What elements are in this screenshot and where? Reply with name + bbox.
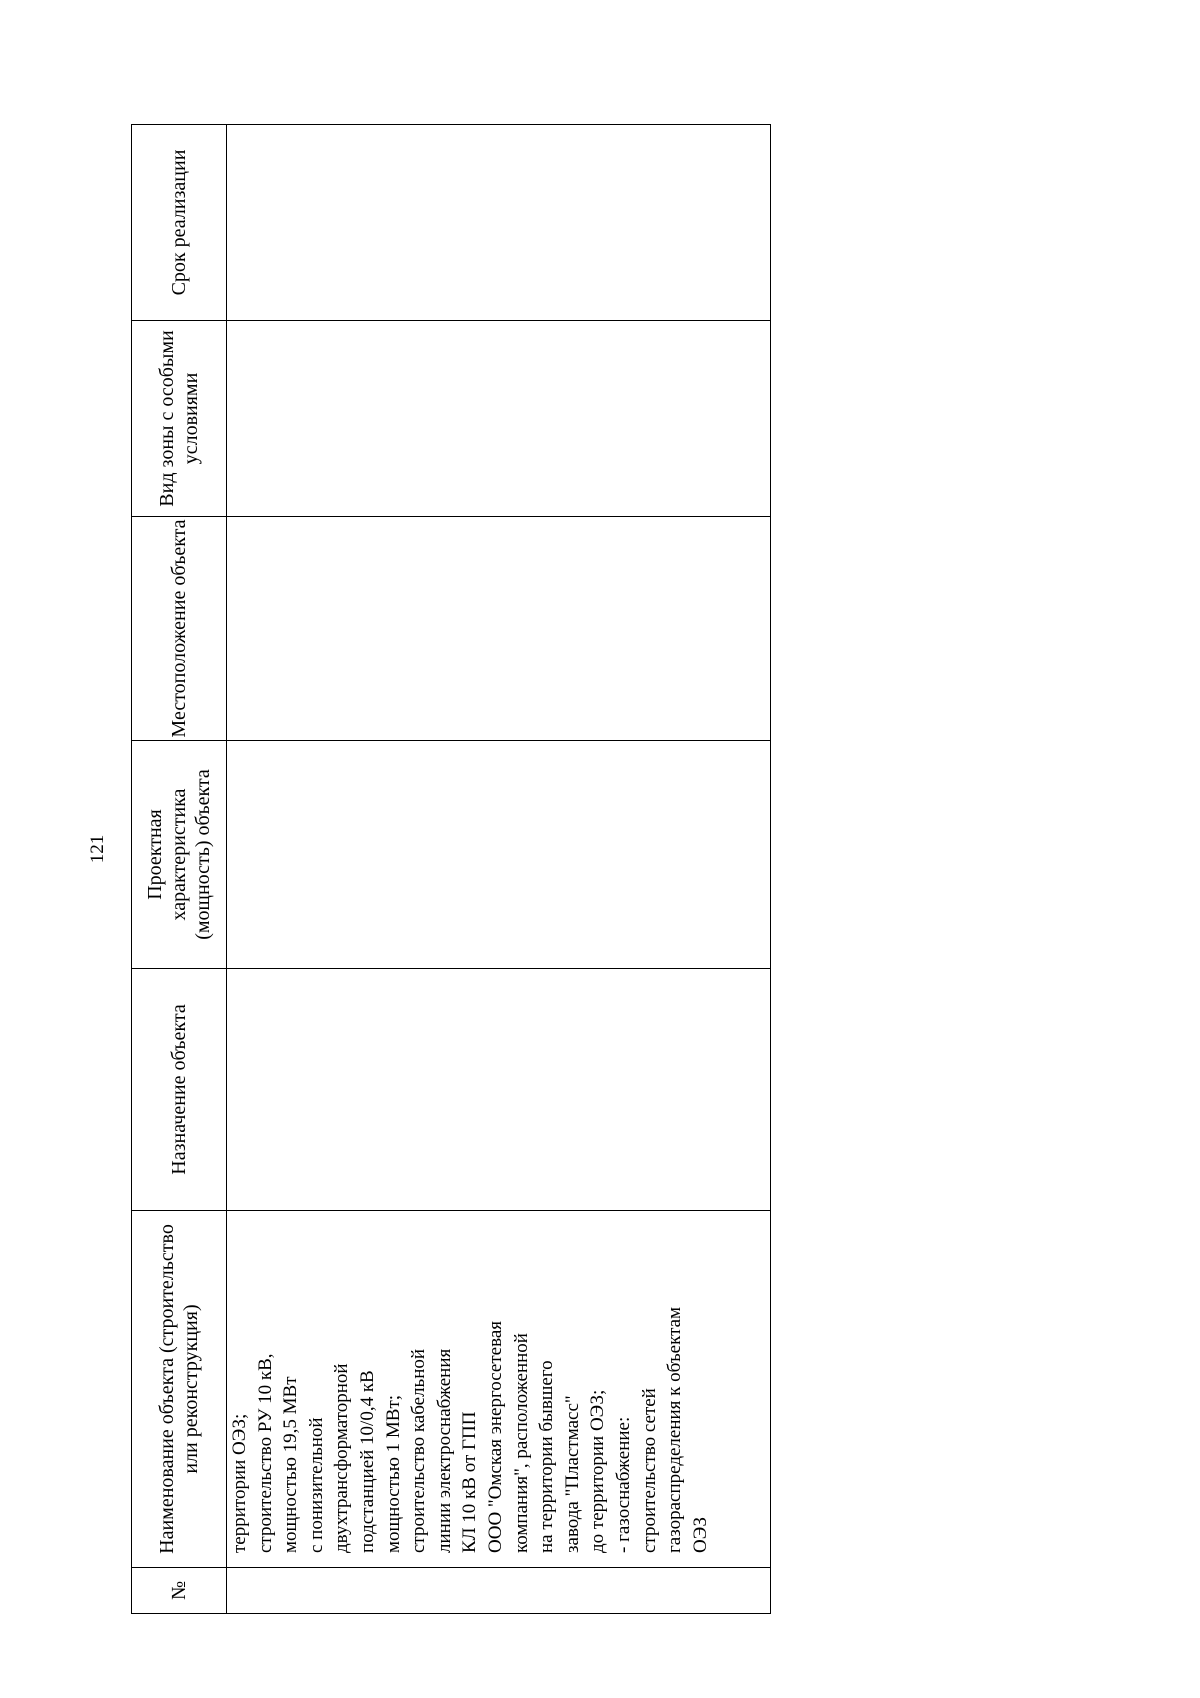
table-container	[131, 125, 771, 1614]
header-characteristic: Проектная характеристика (мощность) объекта	[132, 741, 227, 969]
object-name-line: газораспределения к объектам	[664, 1306, 686, 1553]
cell-num	[227, 1568, 771, 1614]
object-name-line: двухтрансформаторной	[331, 1363, 353, 1553]
header-location: Местоположение объекта	[132, 517, 227, 741]
object-name-line: до территории ОЭЗ;	[587, 1389, 609, 1553]
header-zone: Вид зоны с особыми условиями	[132, 321, 227, 517]
object-name-line: строительство РУ 10 кВ,	[254, 1353, 276, 1553]
object-name-line: мощностью 1 МВт;	[382, 1394, 404, 1553]
object-name-line: ООО "Омская энергосетевая	[484, 1321, 506, 1553]
object-name-line: КЛ 10 кВ от ГПП	[459, 1411, 481, 1553]
cell-characteristic	[227, 741, 771, 969]
cell-term	[227, 125, 771, 321]
object-name-line: ОЭЗ	[689, 1516, 711, 1553]
object-name-line: линии электроснабжения	[433, 1348, 455, 1553]
object-name-line: строительство кабельной	[408, 1348, 430, 1553]
object-name-line: компания", расположенной	[510, 1333, 532, 1553]
table-header-row	[132, 125, 227, 1614]
cell-location	[227, 517, 771, 741]
header-term: Срок реализации	[132, 125, 227, 321]
cell-purpose	[227, 969, 771, 1211]
object-name-line: строительство сетей	[638, 1388, 660, 1553]
object-name-line: территории ОЭЗ;	[229, 1413, 250, 1553]
object-name-line: на территории бывшего	[536, 1360, 558, 1553]
header-num: №	[132, 1568, 227, 1614]
objects-table	[131, 124, 771, 1614]
object-name-line: подстанцией 10/0,4 кВ	[356, 1370, 378, 1553]
object-name-line: - газоснабжение:	[612, 1416, 634, 1553]
object-name-line: мощностью 19,5 МВт	[280, 1376, 302, 1553]
table-row	[227, 125, 771, 1614]
cell-name	[227, 1211, 771, 1568]
header-purpose: Назначение объекта	[132, 969, 227, 1211]
object-name-text	[227, 1211, 713, 1567]
header-name: Наименование объекта (строительство или реконструкция)	[132, 1211, 227, 1568]
object-name-line: с понизительной	[305, 1417, 327, 1553]
cell-zone	[227, 321, 771, 517]
object-name-line: завода "Пластмасс"	[561, 1395, 583, 1553]
page-number: 121	[87, 834, 108, 864]
